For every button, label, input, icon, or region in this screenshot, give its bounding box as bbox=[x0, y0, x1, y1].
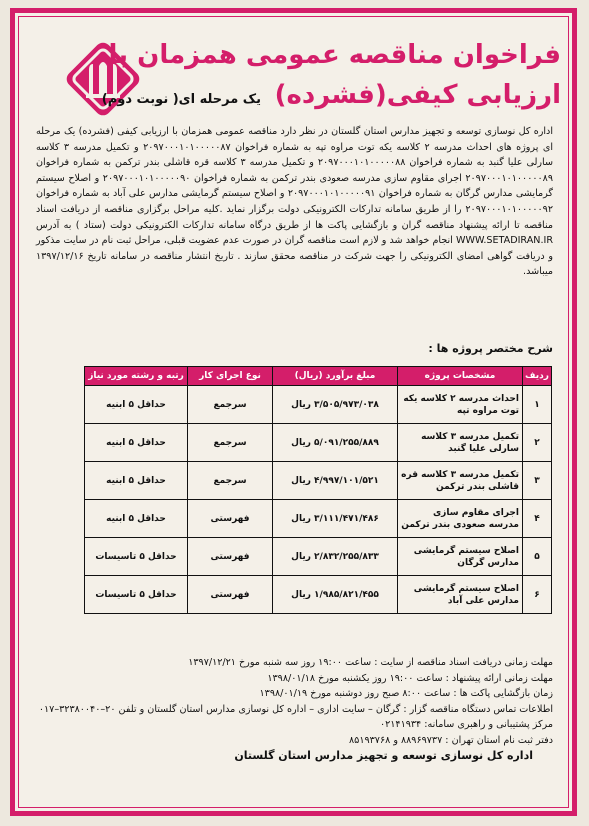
notice-footer bbox=[36, 655, 553, 764]
header-estimated-amount: مبلغ برآورد (ریال) bbox=[273, 367, 398, 386]
notice-title-suffix: یک مرحله ای( نوبت دوم) bbox=[101, 92, 261, 107]
project-name: اجرای مقاوم سازی مدرسه صعودی بندر ترکمن bbox=[398, 500, 523, 538]
issuer-signature: اداره کل نوسازی توسعه و تجهیز مدارس استان گلستان bbox=[234, 749, 533, 762]
project-type: سرجمع bbox=[188, 386, 273, 424]
project-type: سرجمع bbox=[188, 462, 273, 500]
project-name: تکمیل مدرسه ۳ کلاسه قره قاشلی بندر ترکمن bbox=[398, 462, 523, 500]
project-type: فهرستی bbox=[188, 576, 273, 614]
notice-title-line2: ارزیابی کیفی(فشرده) bbox=[274, 80, 561, 110]
header-work-type: نوع اجرای کار bbox=[188, 367, 273, 386]
project-grade: حداقل ۵ ابنیه bbox=[85, 424, 188, 462]
documents-deadline: مهلت زمانی دریافت اسناد مناقصه از سایت : ساعت ۱۹:۰۰ روز سه شنبه مورخ ۱۳۹۷/۱۲/۲۱ bbox=[188, 657, 553, 668]
row-no: ۶ bbox=[523, 576, 552, 614]
table-header-row bbox=[85, 367, 552, 386]
project-grade: حداقل ۵ تاسیسات bbox=[85, 538, 188, 576]
project-amount: ۳/۵۰۵/۹۷۳/۰۳۸ ریال bbox=[273, 386, 398, 424]
row-no: ۱ bbox=[523, 386, 552, 424]
project-amount: ۵/۰۹۱/۲۵۵/۸۸۹ ریال bbox=[273, 424, 398, 462]
project-name: اصلاح سیستم گرمایشی مدارس علی آباد bbox=[398, 576, 523, 614]
contact-info: اطلاعات تماس دستگاه مناقصه گزار : گرگان – سایت اداری – اداره کل نوسازی مدارس استان گلستان و تلفن ۲۰–۳۲۳۸۰۰۴۰–۰۱۷ bbox=[38, 703, 553, 715]
tehran-registration-office: دفتر ثبت نام استان تهران : ۸۸۹۶۹۷۳۷ و ۸۵۱۹۳۷۶۸ bbox=[349, 734, 553, 746]
project-amount: ۱/۹۸۵/۸۲۱/۴۵۵ ریال bbox=[273, 576, 398, 614]
project-type: فهرستی bbox=[188, 500, 273, 538]
notice-body-paragraph: اداره کل نوسازی توسعه و تجهیز مدارس استان گلستان در نظر دارد مناقصه عمومی همزمان با ارزیابی کیفی (فشرده) یک مرحله ای پروژه های احداث مدرسه ۲ کلاسه یکه توت مراوه تپه به شماره فراخوان ۲۰۹۷۰۰۰۱۰۱۰۰۰۰۰۸۷ و تکمیل مدرسه ۳ کلاسه سارلی علیا گنبد به شماره فراخوان ۲۰۹۷۰۰۰۱۰۱۰۰۰۰۰۸۸ و تکمیل مدرسه ۳ کلاسه قره قاشلی بندر ترکمن به شماره فراخوان ۲۰۹۷۰۰۰۱۰۱۰۰۰۰۰۸۹ اجرای مقاوم سازی مدرسه صعودی بندر ترکمن به شماره فراخوان ۲۰۹۷۰۰۰۱۰۱۰۰۰۰۰۹۰ و اصلاح سیستم گرمایشی مدارس گرگان به شماره فراخوان ۲۰۹۷۰۰۰۱۰۱۰۰۰۰۰۹۱ و اصلاح سیستم گرمایشی مدارس علی آباد به شماره فراخوان ۲۰۹۷۰۰۰۱۰۱۰۰۰۰۰۹۲ را از طریق سامانه تدارکات الکترونیکی دولت برگزار نماید .کلیه مراحل برگزاری مناقصه از دریافت اسناد مناقصه تا ارائه پیشنهاد مناقصه گران و بازگشایی پاکت ها از طریق درگاه سامانه تدارکات الکترونیکی دولت (ستاد ) به آدرس WWW.SETADIRAN.IR انجام خواهد شد و لازم است مناقصه گران در صورت عدم عضویت قبلی، مراحل ثبت نام در سایت مذکور و دریافت گواهی امضای الکترونیکی را جهت شرکت در مناقصه محقق سازند . تاریخ انتشار مناقصه در سامانه تاریخ ۱۳۹۷/۱۲/۱۶ میباشد. bbox=[36, 126, 553, 278]
row-no: ۴ bbox=[523, 500, 552, 538]
project-grade: حداقل ۵ ابنیه bbox=[85, 500, 188, 538]
project-name: احداث مدرسه ۲ کلاسه یکه توت مراوه تپه bbox=[398, 386, 523, 424]
notice-title-line1: فراخوان مناقصه عمومی همزمان با bbox=[108, 40, 561, 70]
project-type: فهرستی bbox=[188, 538, 273, 576]
project-amount: ۲/۸۳۲/۲۵۵/۸۳۳ ریال bbox=[273, 538, 398, 576]
table-row bbox=[85, 576, 552, 614]
project-name: تکمیل مدرسه ۳ کلاسه سارلی علیا گنبد bbox=[398, 424, 523, 462]
header-project-spec: مشخصات پروژه bbox=[398, 367, 523, 386]
project-grade: حداقل ۵ ابنیه bbox=[85, 462, 188, 500]
header-row-no: ردیف bbox=[523, 367, 552, 386]
projects-table bbox=[84, 366, 552, 614]
table-row bbox=[85, 462, 552, 500]
table-row bbox=[85, 424, 552, 462]
project-amount: ۴/۹۹۷/۱۰۱/۵۲۱ ریال bbox=[273, 462, 398, 500]
row-no: ۵ bbox=[523, 538, 552, 576]
support-center: مرکز پشتیبانی و راهبری سامانه: ۰۲۱۴۱۹۳۴ bbox=[379, 719, 553, 730]
opening-time: زمان بازگشایی پاکت ها : ساعت ۸:۰۰ صبح روز دوشنبه مورخ ۱۳۹۸/۰۱/۱۹ bbox=[259, 688, 553, 699]
row-no: ۲ bbox=[523, 424, 552, 462]
header-required-grade: رتبه و رشته مورد نیاز bbox=[85, 367, 188, 386]
proposal-deadline: مهلت زمانی ارائه پیشنهاد : ساعت ۱۹:۰۰ روز یکشنبه مورخ ۱۳۹۸/۰۱/۱۸ bbox=[267, 672, 553, 684]
project-amount: ۳/۱۱۱/۴۷۱/۴۸۶ ریال bbox=[273, 500, 398, 538]
projects-section-title: شرح مختصر پروژه ها : bbox=[428, 342, 553, 355]
table-row bbox=[85, 386, 552, 424]
project-type: سرجمع bbox=[188, 424, 273, 462]
table-row bbox=[85, 500, 552, 538]
project-grade: حداقل ۵ ابنیه bbox=[85, 386, 188, 424]
project-grade: حداقل ۵ تاسیسات bbox=[85, 576, 188, 614]
project-name: اصلاح سیستم گرمایشی مدارس گرگان bbox=[398, 538, 523, 576]
table-row bbox=[85, 538, 552, 576]
row-no: ۳ bbox=[523, 462, 552, 500]
